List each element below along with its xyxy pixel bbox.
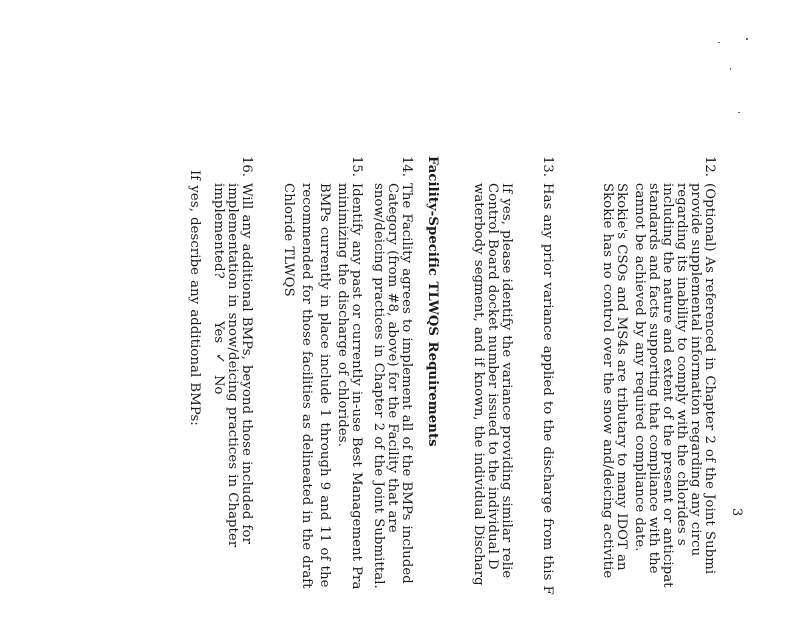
item-12-line: provide supplemental information regarding any circu xyxy=(688,183,703,557)
item-14-line: snow/deicing practices in Chapter 2 of the Joint Submittal. xyxy=(371,183,386,589)
item-12-line: Skokie's CSOs and MS4s are tributary to many IDOT an xyxy=(614,183,629,571)
item-12-line: cannot be achieved by any required compliance date. xyxy=(632,183,647,552)
section-heading: Facility-Specific TLWQS Requirements xyxy=(425,156,440,447)
item-12-line: regarding its inability to comply with the chlorides s xyxy=(674,183,689,546)
item-15-number: 15. xyxy=(349,156,364,177)
item-12-line: including the nature and extent of the present or anticipat xyxy=(660,183,675,588)
item-16-number: 16. xyxy=(239,156,254,177)
item-15-line: Identify any past or currently in-use Best Management Pra xyxy=(349,183,364,590)
item-16-line: Will any additional BMPs, beyond those included for xyxy=(239,183,254,544)
yes-option-label: Yes xyxy=(211,321,226,344)
item-12-line: (Optional) As referenced in Chapter 2 of the Joint Submi xyxy=(702,183,717,575)
item-15-line: BMPs currently in place include 1 through 9 and 11 of the xyxy=(317,183,332,588)
item-14-line: Category (from #8, above) for the Facility that are xyxy=(385,183,400,533)
item-16-line: implementation in snow/deicing practices in Chapter xyxy=(225,183,240,548)
no-checkmark-icon: ✓ xyxy=(212,353,227,365)
item-14-line: The Facility agrees to implement all of the BMPs included xyxy=(399,183,414,584)
item-12-number: 12. xyxy=(702,156,717,177)
item-13-line: Control Board docket number issued to the individual D xyxy=(485,183,500,570)
item-15-line: Chloride TLWQS xyxy=(281,183,296,297)
item-16-followup: If yes, describe any additional BMPs: xyxy=(187,170,202,426)
item-12-line: standards and facts supporting that compliance with the xyxy=(646,183,661,574)
item-13-line: waterbody segment, and if known, the individual Discharg xyxy=(471,183,486,586)
no-option-label: No xyxy=(211,375,226,395)
item-13-number: 13. xyxy=(540,156,555,177)
item-14-number: 14. xyxy=(399,156,414,177)
item-16-line: implemented? xyxy=(211,183,226,279)
item-12-line: Skokie has no control over the snow and/deicing activitie xyxy=(600,183,615,579)
item-13-line: Has any prior variance applied to the discharge from this F xyxy=(540,183,555,595)
item-15-line: recommended for those facilities as delineated in the draft xyxy=(299,183,314,589)
item-13-line: If yes, please identify the variance providing similar relie xyxy=(499,183,514,579)
page-number: 3 xyxy=(729,508,744,517)
item-15-line: minimizing the discharge of chlorides. xyxy=(335,183,350,447)
